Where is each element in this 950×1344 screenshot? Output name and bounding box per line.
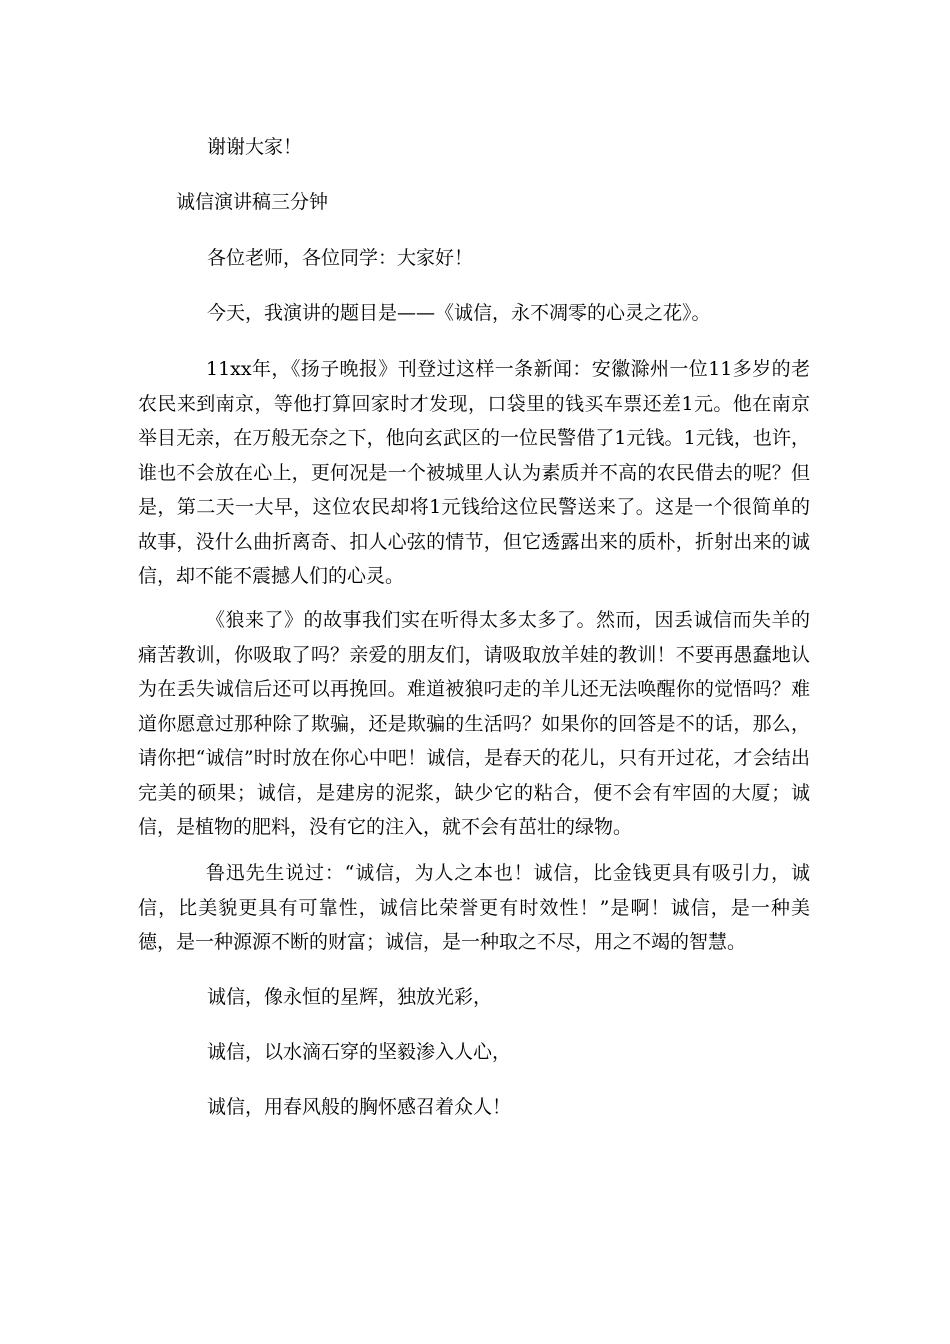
topic-line: 今天，我演讲的题目是——《诚信，永不凋零的心灵之花》。 xyxy=(207,302,711,324)
paragraph-wolf-story: 《狼来了》的故事我们实在听得太多太多了。然而，因丢诚信而失羊的痛苦教训，你吸取了吗？亲爱的朋友们，请吸取放羊娃的教训！不要再愚蠢地认为在丢失诚信后还可以再挽回。难道被狼叼走的羊儿还无法唤醒你的觉悟吗？难道你愿意过那种除了欺骗，还是欺骗的生活吗？如果你的回答是不的话，那么，请你把“诚信”时时放在你心中吧！诚信，是春天的花儿，只有开过花，才会结出完美的硕果；诚信，是建房的泥浆，缺少它的粘合，便不会有牢固的大厦；诚信，是植物的肥料，没有它的注入，就不会有茁壮的绿物。 xyxy=(138,609,810,838)
paragraph-luxun-quote: 鲁迅先生说过：“诚信，为人之本也！诚信，比金钱更具有吸引力，诚信，比美貌更具有可靠性，诚信比荣誉更有时效性！”是啊！诚信，是一种美德，是一种源源不断的财富；诚信，是一种取之不尽，用之不竭的智慧。 xyxy=(138,862,810,953)
greeting-line: 各位老师，各位同学：大家好！ xyxy=(207,247,474,269)
document-title: 诚信演讲稿三分钟 xyxy=(176,191,329,213)
verse-line: 诚信，用春风般的胸怀感召着众人！ xyxy=(207,1096,512,1118)
closing-line: 谢谢大家！ xyxy=(207,136,303,158)
verse-line: 诚信，像永恒的星辉，独放光彩， xyxy=(207,986,493,1008)
verse-line: 诚信，以水滴石穿的坚毅渗入人心， xyxy=(207,1041,512,1063)
paragraph-news-story: 11xx年，《扬子晚报》刊登过这样一条新闻：安徽滁州一位11多岁的老农民来到南京，等他打算回家时才发现，口袋里的钱买车票还差1元。他在南京举目无亲，在万般无奈之下，他向玄武区的一位民警借了1元钱。1元钱，也许，谁也不会放在心上，更何况是一个被城里人认为素质并不高的农民借去的呢？但是，第二天一大早，这位农民却将1元钱给这位民警送来了。这是一个很简单的故事，没什么曲折离奇、扣人心弦的情节，但它透露出来的质朴，折射出来的诚信，却不能不震撼人们的心灵。 xyxy=(138,358,810,587)
